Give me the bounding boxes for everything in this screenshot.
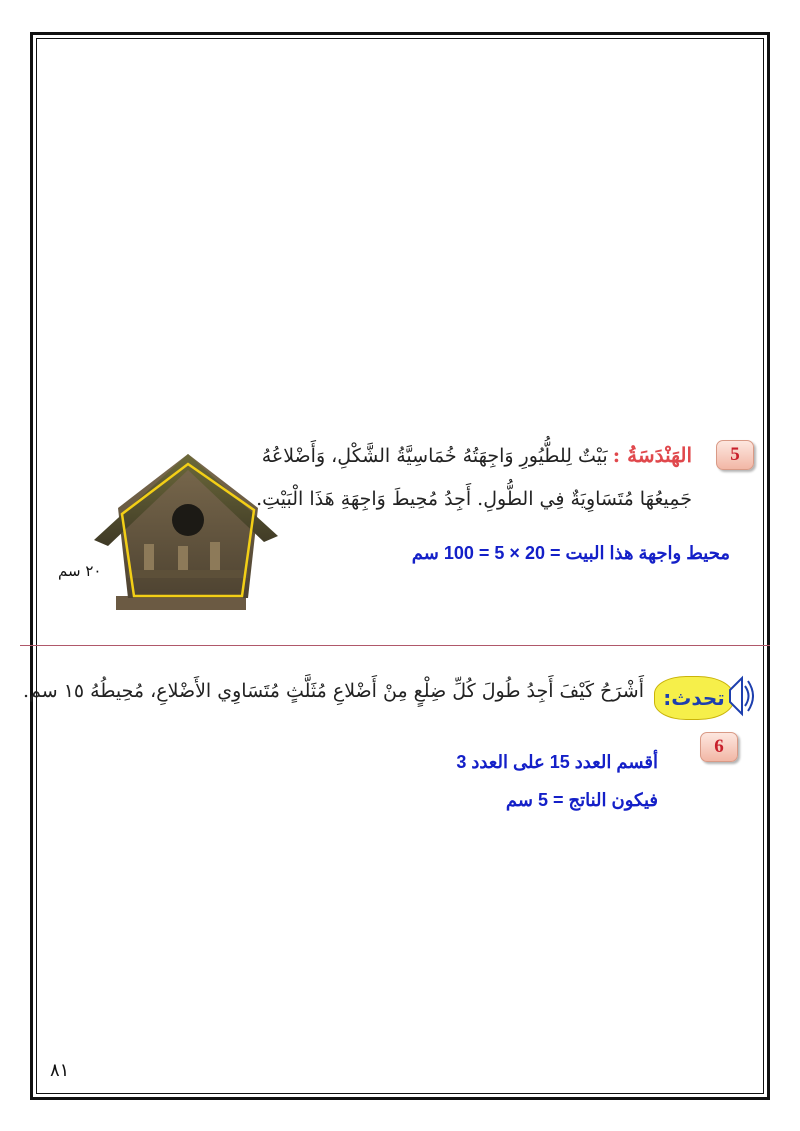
birdhouse-photo bbox=[88, 448, 278, 628]
problem-5-line-1 bbox=[262, 443, 692, 467]
problem-6-number-badge bbox=[700, 732, 738, 762]
side-length-label: ٢٠ سم bbox=[58, 562, 102, 580]
talk-label: تحدث: bbox=[663, 686, 725, 710]
section-divider bbox=[20, 645, 770, 646]
talk-label-cloud bbox=[654, 676, 734, 720]
problem-5-answer: محيط واجهة هذا البيت = 20 × 5 = 100 سم bbox=[411, 543, 730, 563]
problem-5-number: 5 bbox=[730, 444, 740, 465]
problem-6-question: أَشْرَحُ كَيْفَ أَجِدُ طُولَ كُلِّ ضِلْعٍ مِنْ أَضْلاعِ مُثَلَّثٍ مُتَسَاوِي الأَضْلاعِ، مُحِيطُهُ ١٥ سم. bbox=[23, 680, 644, 702]
problem-6-number: 6 bbox=[714, 736, 724, 757]
problem-5-topic-label: الهَنْدَسَةُ : bbox=[612, 443, 692, 467]
megaphone-icon bbox=[728, 672, 754, 720]
birdhouse-post bbox=[210, 542, 220, 572]
birdhouse-post bbox=[178, 546, 188, 572]
talk-badge bbox=[654, 672, 754, 720]
birdhouse-hole bbox=[172, 504, 204, 536]
problem-5-text-line-1: بَيْتٌ لِلطُّيُورِ وَاجِهَتُهُ خُمَاسِيَّةُ الشَّكْلِ، وَأَضْلاعُهُ bbox=[261, 445, 608, 467]
birdhouse-post bbox=[144, 544, 154, 572]
problem-6-answer-line-2: فيكون الناتج = 5 سم bbox=[505, 790, 658, 810]
problem-5-text-line-2: جَمِيعُهَا مُتَسَاوِيَةٌ فِي الطُّولِ. أَجِدُ مُحِيطَ وَاجِهَةِ هَذَا الْبَيْتِ. bbox=[256, 488, 692, 510]
birdhouse-base bbox=[116, 596, 246, 610]
problem-5-number-badge bbox=[716, 440, 754, 470]
page-number: ٨١ bbox=[50, 1060, 70, 1081]
birdhouse-rail bbox=[128, 570, 248, 578]
problem-6-answer-line-1: أقسم العدد 15 على العدد 3 bbox=[456, 752, 658, 772]
